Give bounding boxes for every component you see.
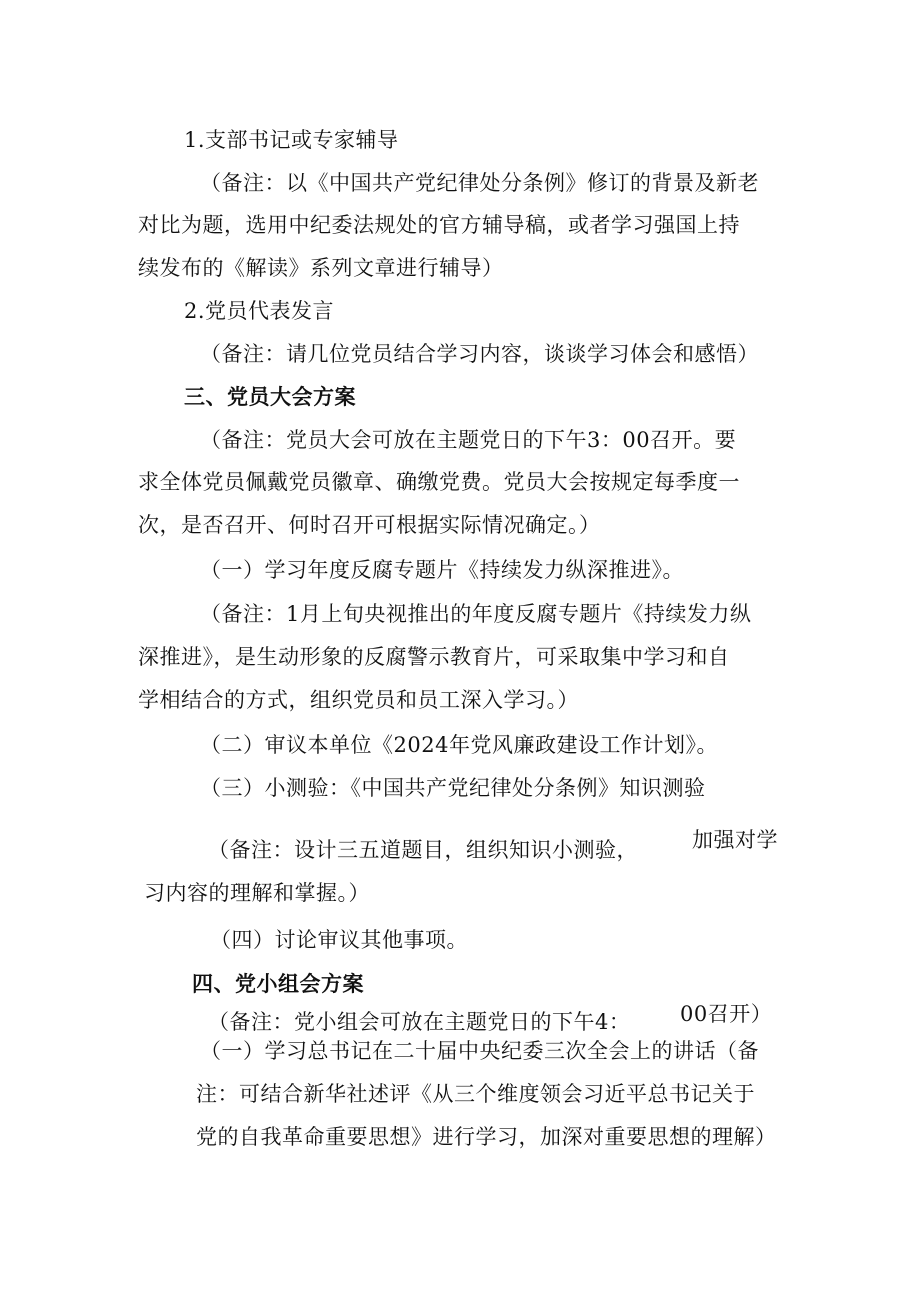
section-heading-group-meeting: 四、党小组会方案 [192, 972, 364, 996]
note-paragraph-line-fragment: 加强对学 [692, 828, 778, 852]
partially-hidden-note-line [208, 1002, 678, 1034]
list-item-member-speech: 2.党员代表发言 [184, 299, 335, 323]
note-paragraph-line: （备注：党员大会可放在主题党日的下午3：00召开。要 [200, 428, 737, 452]
note-paragraph-line: 对比为题，选用中纪委法规处的官方辅导稿，或者学习强国上持 [138, 213, 740, 237]
note-paragraph-line-cut: （备注：党小组会可放在主题党日的下午4： [208, 1010, 631, 1034]
agenda-item-other-matters: （四）讨论审议其他事项。 [210, 928, 468, 952]
agenda-item-study-speech: （一）学习总书记在二十届中央纪委三次全会上的讲话（备 [200, 1039, 759, 1063]
agenda-item-quiz: （三）小测验：《中国共产党纪律处分条例》知识测验 [200, 776, 706, 800]
agenda-item-review-plan: （二）审议本单位《2024年党风廉政建设工作计划》。 [200, 733, 718, 757]
note-paragraph-line: 党的自我革命重要思想》进行学习，加深对重要思想的理解） [196, 1125, 777, 1149]
note-paragraph-line: 习内容的理解和掌握。） [144, 881, 370, 905]
note-paragraph-line: 深推进》，是生动形象的反腐警示教育片，可采取集中学习和自 [138, 645, 730, 669]
note-paragraph-line: 注：可结合新华社述评《从三个维度领会习近平总书记关于 [196, 1082, 755, 1106]
note-paragraph-line: 求全体党员佩戴党员徽章、确缴党费。党员大会按规定每季度一 [138, 470, 740, 494]
list-item-branch-secretary-tutoring: 1.支部书记或专家辅导 [184, 128, 399, 152]
note-paragraph-line: （备注：1月上旬央视推出的年度反腐专题片《持续发力纵 [200, 602, 752, 626]
note-paragraph-line: （备注：以《中国共产党纪律处分条例》修订的背景及新老 [200, 171, 759, 195]
note-paragraph-line: （备注：设计三五道题目，组织知识小测验， [208, 838, 638, 862]
note-paragraph-line: 次，是否召开、何时召开可根据实际情况确定。） [138, 513, 601, 537]
note-paragraph-line: 续发布的《解读》系列文章进行辅导） [138, 256, 504, 280]
note-paragraph-line-fragment: 00召开） [680, 1002, 773, 1026]
section-heading-members-meeting: 三、党员大会方案 [184, 385, 356, 409]
note-paragraph-line: （备注：请几位党员结合学习内容，谈谈学习体会和感悟） [200, 342, 759, 366]
note-paragraph-line: 学相结合的方式，组织党员和员工深入学习。） [138, 688, 579, 712]
agenda-item-anticorruption-film: （一）学习年度反腐专题片《持续发力纵深推进》。 [200, 558, 684, 582]
